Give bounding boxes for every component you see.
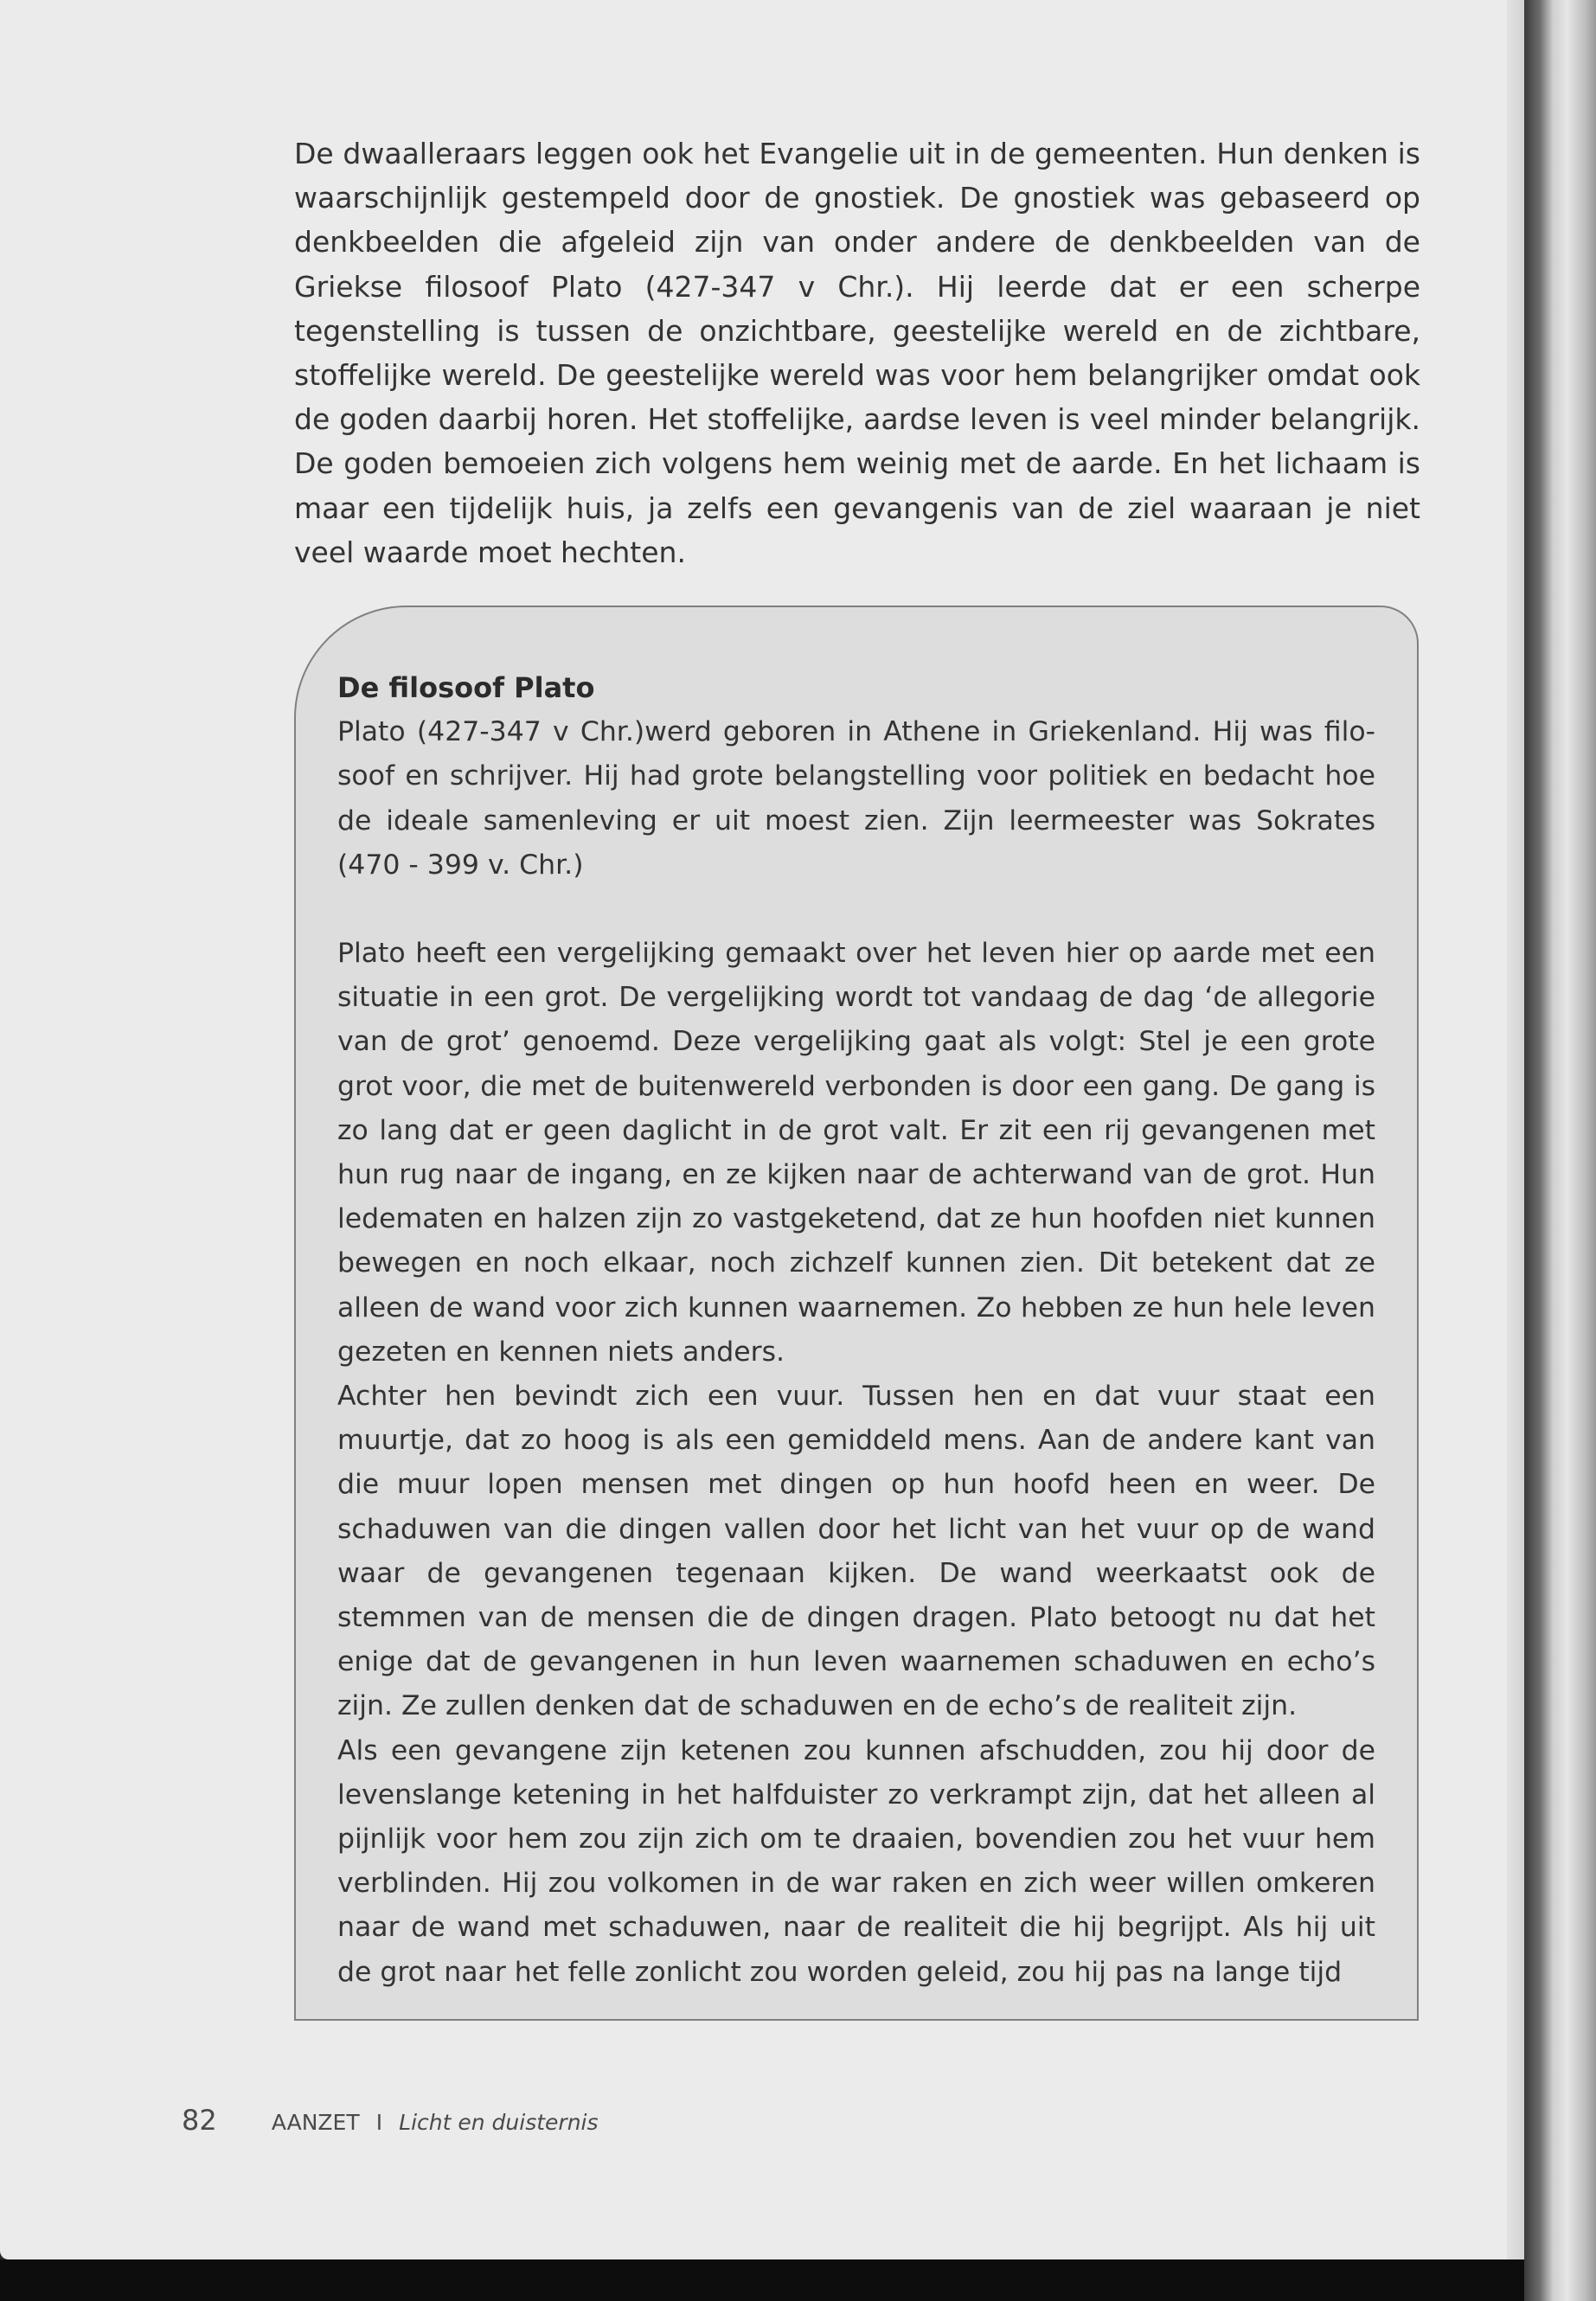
info-box-title: De filosoof Plato (337, 671, 595, 704)
info-box-content (337, 666, 1375, 1995)
page-edge-shadow (1507, 0, 1524, 2259)
page-number: 82 (182, 2104, 217, 2137)
footer-separator: I (375, 2110, 383, 2135)
intro-paragraph: De dwaalleraars leggen ook het Evangelie uit in de gemeenten. Hun denken is waarschijnlijk gestempeld door de gnostiek. De gnostiek was gebaseerd op denkbeelden die afgeleid zijn van onder andere de denkbeelden van de Griekse filosoof Plato (427-347 v Chr.). Hij leerde dat er een scherpe tegenstelling is tussen de onzichtbare, geestelijke wereld en de zichtbare, stoffelijke wereld. De geestelijke wereld was voor hem belangrijker omdat ook de goden daarbij horen. Het stoffelijke, aardse leven is veel minder belangrijk. De goden bemoeien zich volgens hem weinig met de aarde. En het lichaam is maar een tijdelijk huis, ja zelfs een gevangenis van de ziel waaraan je niet veel waarde moet hechten. (294, 137, 1420, 569)
plato-info-box (294, 606, 1419, 2021)
info-box-paragraph-release: Als een gevangene zijn ketenen zou kunnen afschudden, zou hij door de levenslange ketening in het halfduister zo verkrampt zijn, dat het alleen al pijnlijk voor hem zou zijn zich om te draaien, bovendien zou het vuur hem verblinden. Hij zou volkomen in de war raken en zich weer willen omkeren naar de wand met schaduwen, naar de realiteit die hij begrijpt. Als hij uit de grot naar het felle zonlicht zou worden geleid, zou hij pas na lange tijd (337, 1734, 1375, 1988)
info-box-paragraph-biography: Plato (427-347 v Chr.)werd geboren in Athene in Griekenland. Hij was filosoof en schrijver. Hij had grote belangstelling voor politiek en bedacht hoe de ideale samenleving er uit moest zien. Zijn leermeester was Sokrates (470 - 399 v. Chr.) (337, 716, 1375, 881)
paragraph-spacer (337, 888, 1375, 932)
series-name: AANZET (271, 2110, 360, 2135)
info-box-paragraph-cave-intro: Plato heeft een vergelijking gemaakt over het leven hier op aarde met een situatie in een grot. De vergelijking wordt tot vandaag de dag ‘de allegorie van de grot’ genoemd. Deze vergelijking gaat als volgt: Stel je een grote grot voor, die met de buitenwereld verbonden is door een gang. De gang is zo lang dat er geen daglicht in de grot valt. Er zit een rij gevangenen met hun rug naar de ingang, en ze kijken naar de achterwand van de grot. Hun ledematen en halzen zijn zo vastgeketend, dat ze hun hoofden niet kunnen bewegen en noch elkaar, noch zichzelf kunnen zien. Dit betekent dat ze alleen de wand voor zich kunnen waarnemen. Zo hebben ze hun hele leven gezeten en kennen niets anders. (337, 938, 1375, 1368)
page-footer (182, 2104, 599, 2137)
chapter-title: Licht en duisternis (399, 2110, 599, 2135)
bottom-shadow (0, 2259, 1524, 2301)
book-spine (1524, 0, 1596, 2301)
info-box-paragraph-shadows: Achter hen bevindt zich een vuur. Tussen hen en dat vuur staat een muurtje, dat zo hoog is als een gemiddeld mens. Aan de andere kant van die muur lopen mensen met dingen op hun hoofd heen en weer. De schaduwen van die dingen vallen door het licht van het vuur op de wand waar de gevangenen tegenaan kijken. De wand weerkaatst ook de stemmen van de mensen die de dingen dragen. Plato betoogt nu dat het enige dat de gevangenen in hun leven waarnemen schaduwen en echo’s zijn. Ze zullen denken dat de schaduwen en de echo’s de realiteit zijn. (337, 1381, 1375, 1722)
